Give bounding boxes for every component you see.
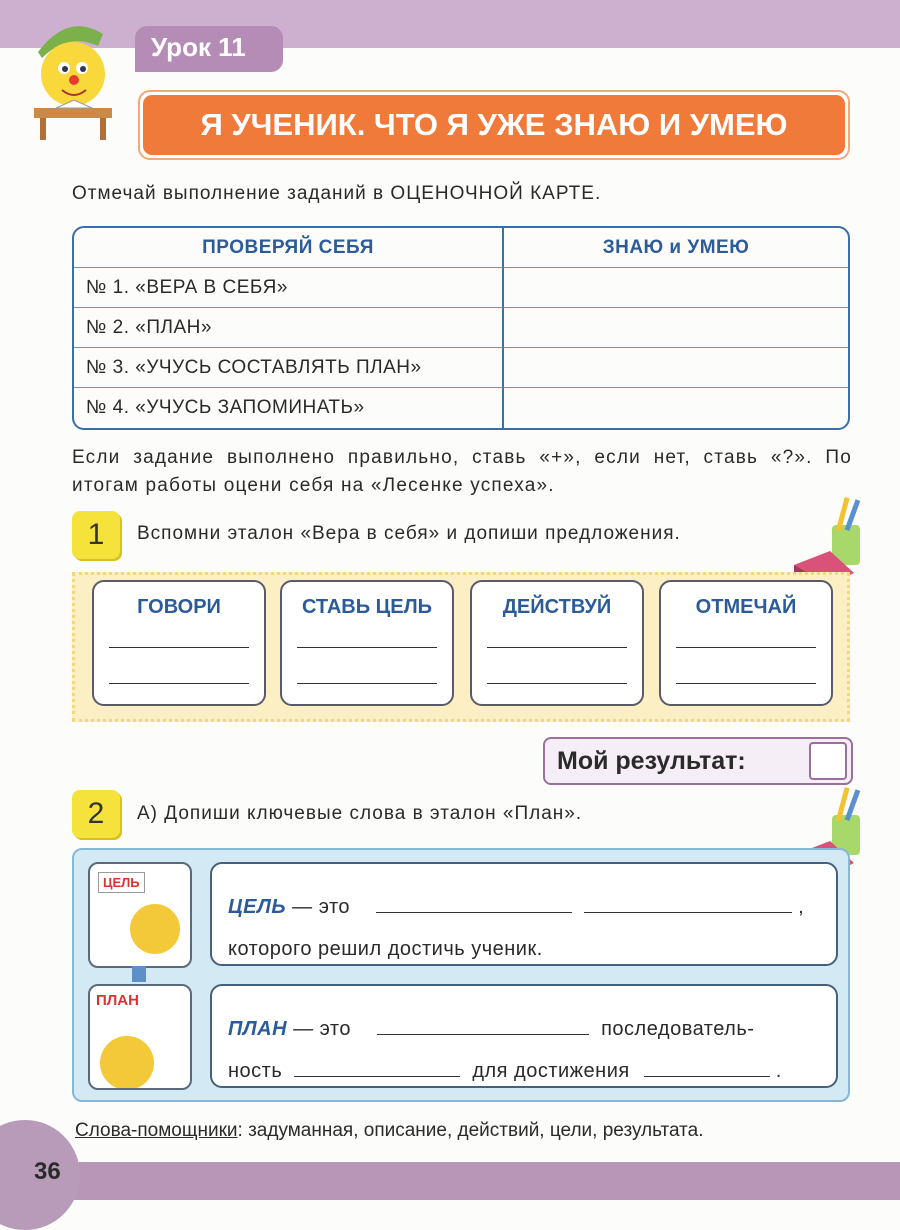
answer-blank[interactable] (294, 1059, 460, 1077)
goal-end-text: которого решил достичь ученик. (228, 938, 543, 960)
result-label: Мой результат: (557, 747, 746, 775)
mark-cell[interactable] (504, 348, 848, 388)
plan-sign: ПЛАН (96, 992, 139, 1009)
plan-text: ность (228, 1060, 283, 1082)
answer-blank[interactable] (644, 1059, 770, 1077)
answer-line[interactable] (676, 647, 816, 648)
column-header: ПРОВЕРЯЙ СЕБЯ (74, 228, 504, 268)
assessment-table (72, 226, 850, 430)
task-cell: № 2. «ПЛАН» (74, 308, 504, 348)
answer-line[interactable] (487, 647, 627, 648)
my-result-box (543, 737, 853, 785)
answer-blank[interactable] (377, 1017, 589, 1035)
answer-blank[interactable] (376, 895, 572, 913)
answer-line[interactable] (487, 683, 627, 684)
bottom-band (0, 1162, 900, 1200)
answer-line[interactable] (297, 683, 437, 684)
answer-line[interactable] (109, 647, 249, 648)
table-row (74, 388, 848, 428)
page-number: 36 (34, 1158, 61, 1185)
goal-definition-card: ЦЕЛЬ — это , которого решил достичь ученик. (210, 862, 838, 966)
task-cell: № 1. «ВЕРА В СЕБЯ» (74, 268, 504, 308)
card-title: ОТМЕЧАЙ (695, 596, 797, 618)
answer-blank[interactable] (584, 895, 792, 913)
page-title (138, 90, 850, 160)
table-row (74, 268, 848, 308)
lesson-tab: Урок 11 (135, 26, 283, 72)
mark-cell[interactable] (504, 388, 848, 428)
goal-sign: ЦЕЛЬ (98, 872, 145, 893)
card-title: ГОВОРИ (137, 596, 221, 618)
card-stav-cel (280, 580, 454, 706)
page-title-text: Я УЧЕНИК. ЧТО Я УЖЕ ЗНАЮ И УМЕЮ (143, 95, 845, 155)
card-govori (92, 580, 266, 706)
task-number-badge: 1 (72, 511, 120, 559)
table-row (74, 348, 848, 388)
goal-dash: — это (292, 896, 351, 918)
card-deystvuy (470, 580, 644, 706)
result-checkbox[interactable] (809, 742, 847, 780)
answer-line[interactable] (676, 683, 816, 684)
column-header: ЗНАЮ и УМЕЮ (504, 228, 848, 268)
mascot-icon (28, 12, 120, 142)
card-title: СТАВЬ ЦЕЛЬ (301, 596, 433, 618)
mark-cell[interactable] (504, 268, 848, 308)
helper-list: : задуманная, описание, действий, цели, результата. (237, 1120, 704, 1141)
plan-dash: — это (293, 1018, 351, 1040)
helper-label: Слова-помощники (75, 1120, 238, 1141)
task-cell: № 4. «УЧУСЬ ЗАПОМИНАТЬ» (74, 388, 504, 428)
card-title: ДЕЙСТВУЙ (502, 596, 612, 618)
plan-term: ПЛАН (228, 1018, 288, 1040)
task-cell: № 3. «УЧУСЬ СОСТАВЛЯТЬ ПЛАН» (74, 348, 504, 388)
task1-text: Вспомни эталон «Вера в себя» и допиши предложения. (137, 523, 681, 544)
arrow-down-icon (132, 966, 146, 982)
table-header (74, 228, 848, 268)
task2-text: А) Допиши ключевые слова в эталон «План». (137, 803, 583, 824)
table-row (74, 308, 848, 348)
answer-line[interactable] (109, 683, 249, 684)
plan-text: для достижения (472, 1060, 630, 1082)
plan-definition-card: ПЛАН — это последователь- ность для достижения . (210, 984, 838, 1088)
answer-line[interactable] (297, 647, 437, 648)
instruction-text: Отмечай выполнение заданий в ОЦЕНОЧНОЙ КАРТЕ. (72, 183, 602, 204)
helper-words (75, 1120, 704, 1142)
goal-image (88, 862, 192, 968)
mark-cell[interactable] (504, 308, 848, 348)
task-number-badge: 2 (72, 790, 120, 838)
goal-term: ЦЕЛЬ (228, 896, 287, 918)
note-text: Если задание выполнено правильно, ставь «+», если нет, ставь «?». По итогам работы оцени себя на «Лесенке успеха». (72, 447, 852, 496)
card-otmechay (659, 580, 833, 706)
plan-image (88, 984, 192, 1090)
plan-mid-text: последователь- (601, 1018, 755, 1040)
